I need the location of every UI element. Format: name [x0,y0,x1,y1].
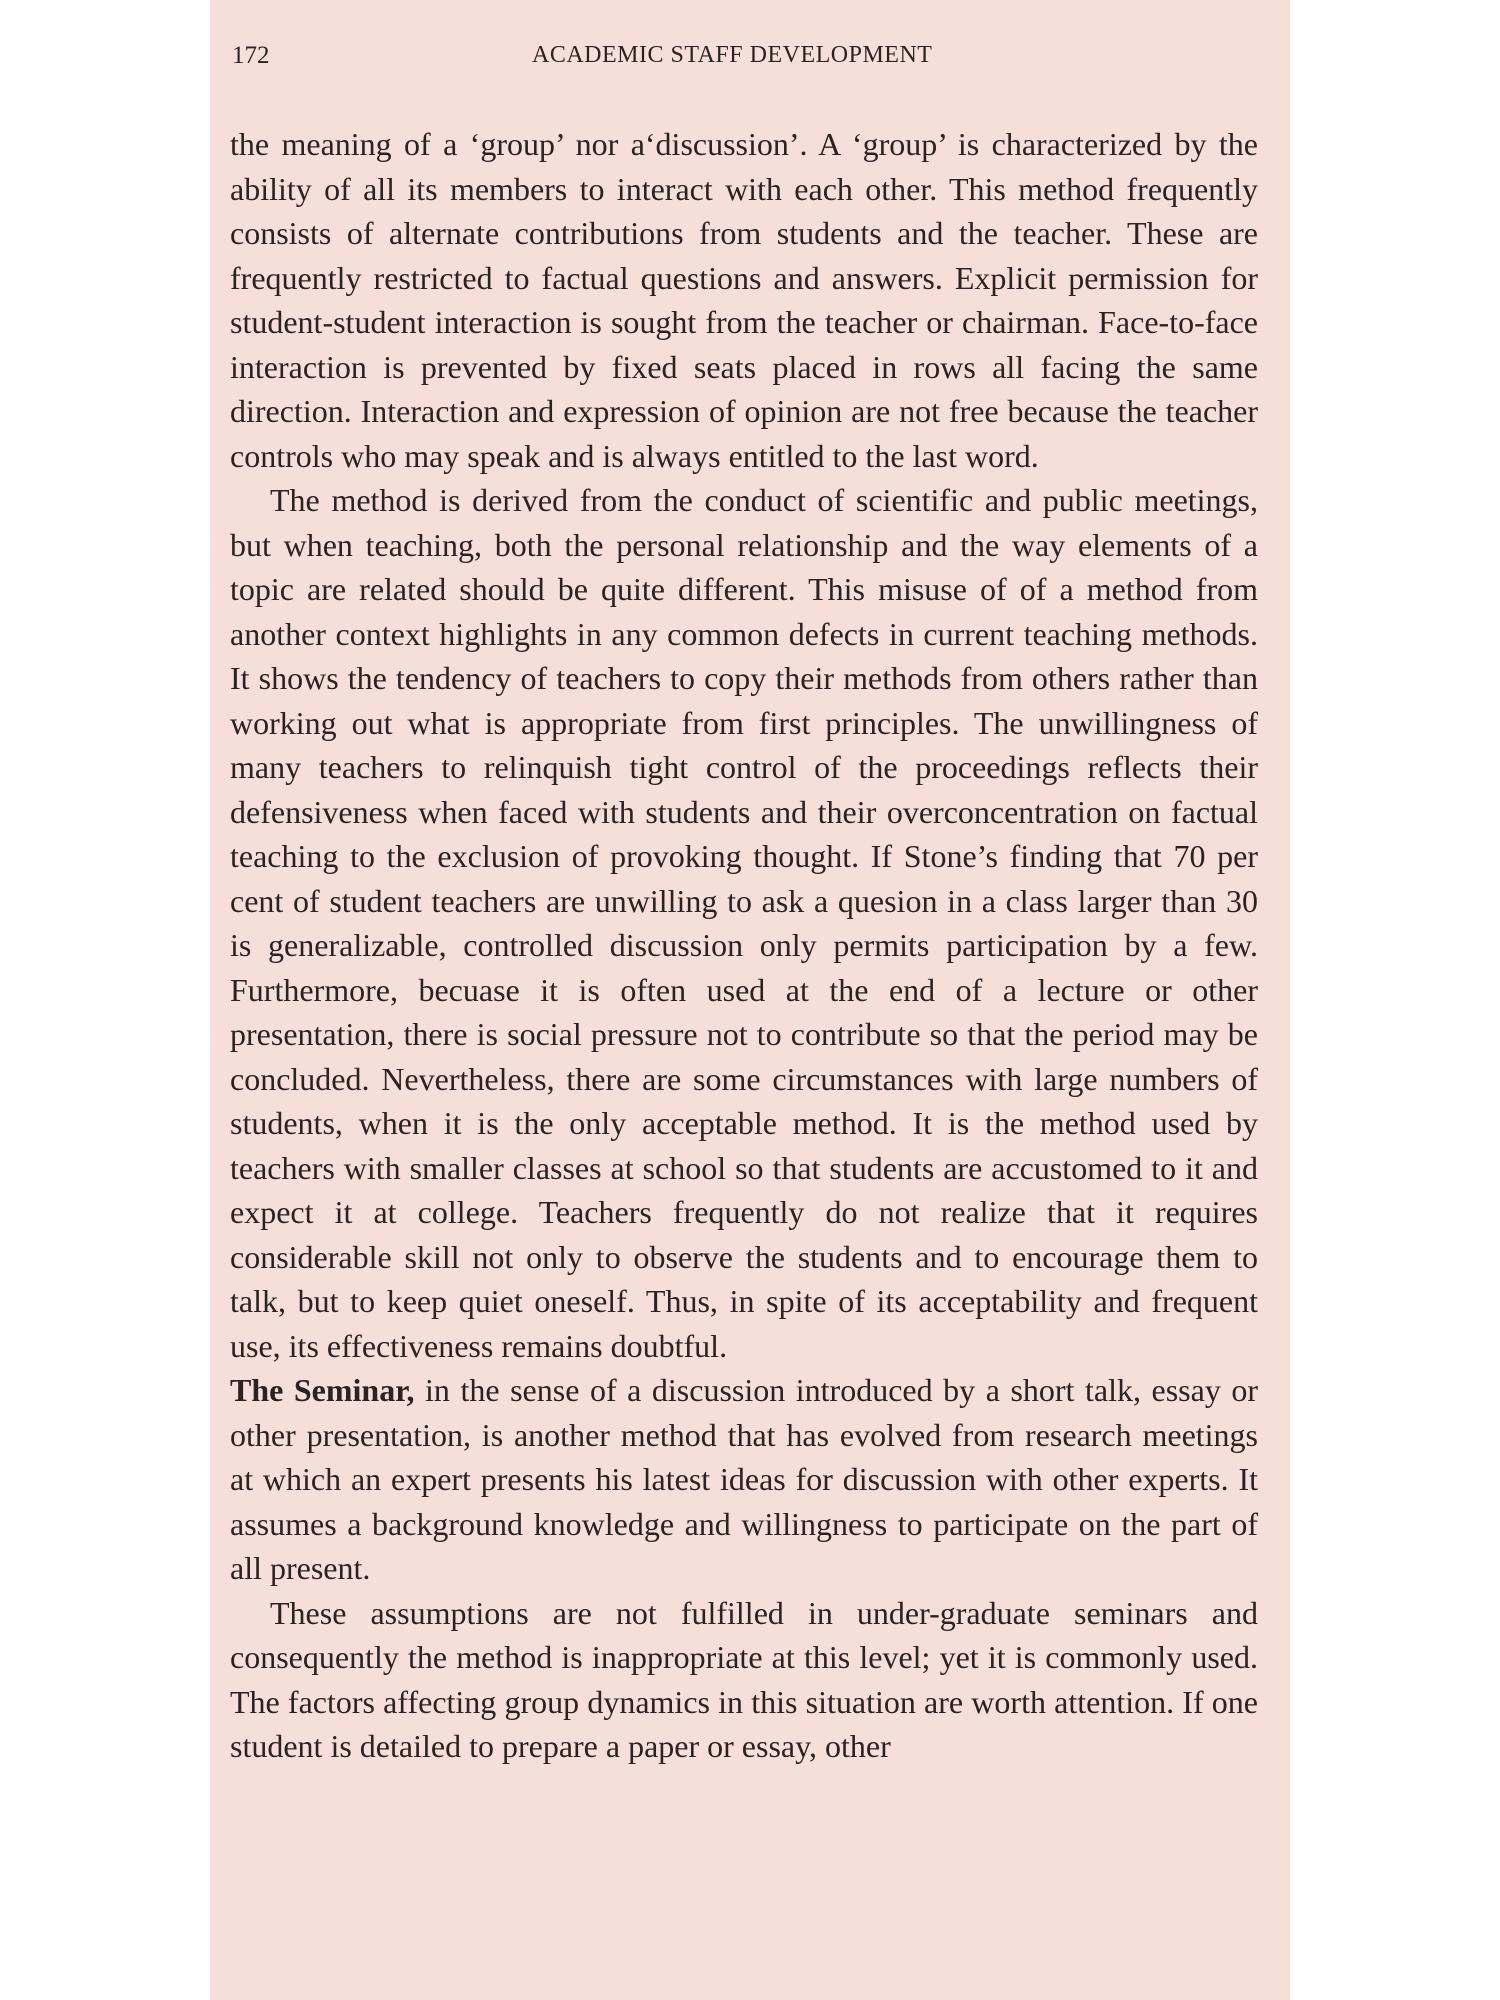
paragraph-1: the meaning of a ‘group’ nor a‘discussion’. A ‘group’ is characterized by the ability of all its members to interact with each other. This method frequently consists of alternate contributions from students and the teacher. These are frequently restricted to factual questions and answers. Explicit permission for student-student interaction is sought from the teacher or chairman. Face-to-face interaction is prevented by fixed seats placed in rows all facing the same direction. Interaction and expression of opinion are not free because the teacher controls who may speak and is always entitled to the last word. [230,126,1258,474]
body-text [230,122,1258,1769]
running-head [232,42,1250,82]
seminar-heading: The Seminar, [230,1372,415,1408]
page-number: 172 [232,42,270,69]
paragraph-3 [230,1368,1258,1591]
paragraph-4: These assumptions are not fulfilled in under-graduate seminars and consequently the method is inappropriate at this level; yet it is commonly used. The factors affecting group dynamics in this situation are worth attention. If one student is detailed to prepare a paper or essay, other [230,1594,1258,1764]
paragraph-2: The method is derived from the conduct of scientific and public meetings, but when teaching, both the personal relationship and the way elements of a topic are related should be quite different. This misuse of of a method from another context highlights in any common defects in current teaching methods. It shows the tendency of teachers to copy their methods from others rather than working out what is appropriate from first principles. The unwillingness of many teachers to relinquish tight control of the proceedings reflects their defensiveness when faced with students and their overconcentration on factual teaching to the exclusion of provoking thought. If Stone’s finding that 70 per cent of student teachers are unwilling to ask a quesion in a class larger than 30 is generalizable, controlled discussion only permits participation by a few. Furthermore, becuase it is often used at the end of a lecture or other presentation, there is social pressure not to contribute so that the period may be concluded. Nevertheless, there are some circumstances with large numbers of students, when it is the only acceptable method. It is the method used by teachers with smaller classes at school so that students are accustomed to it and expect it at college. Teachers frequently do not realize that it requires considerable skill not only to observe the students and to encourage them to talk, but to keep quiet oneself. Thus, in spite of its acceptability and frequent use, its effectiveness remains doubtful. [230,482,1258,1364]
paragraph-3-text: in the sense of a discussion introduced by a short talk, essay or other presentation, is another method that has evolved from research meetings at which an expert presents his latest ideas for discussion with other experts. It assumes a background knowledge and willingness to participate on the part of all present. [230,1372,1259,1586]
book-page [210,0,1290,2000]
running-title: ACADEMIC STAFF DEVELOPMENT [532,42,933,68]
